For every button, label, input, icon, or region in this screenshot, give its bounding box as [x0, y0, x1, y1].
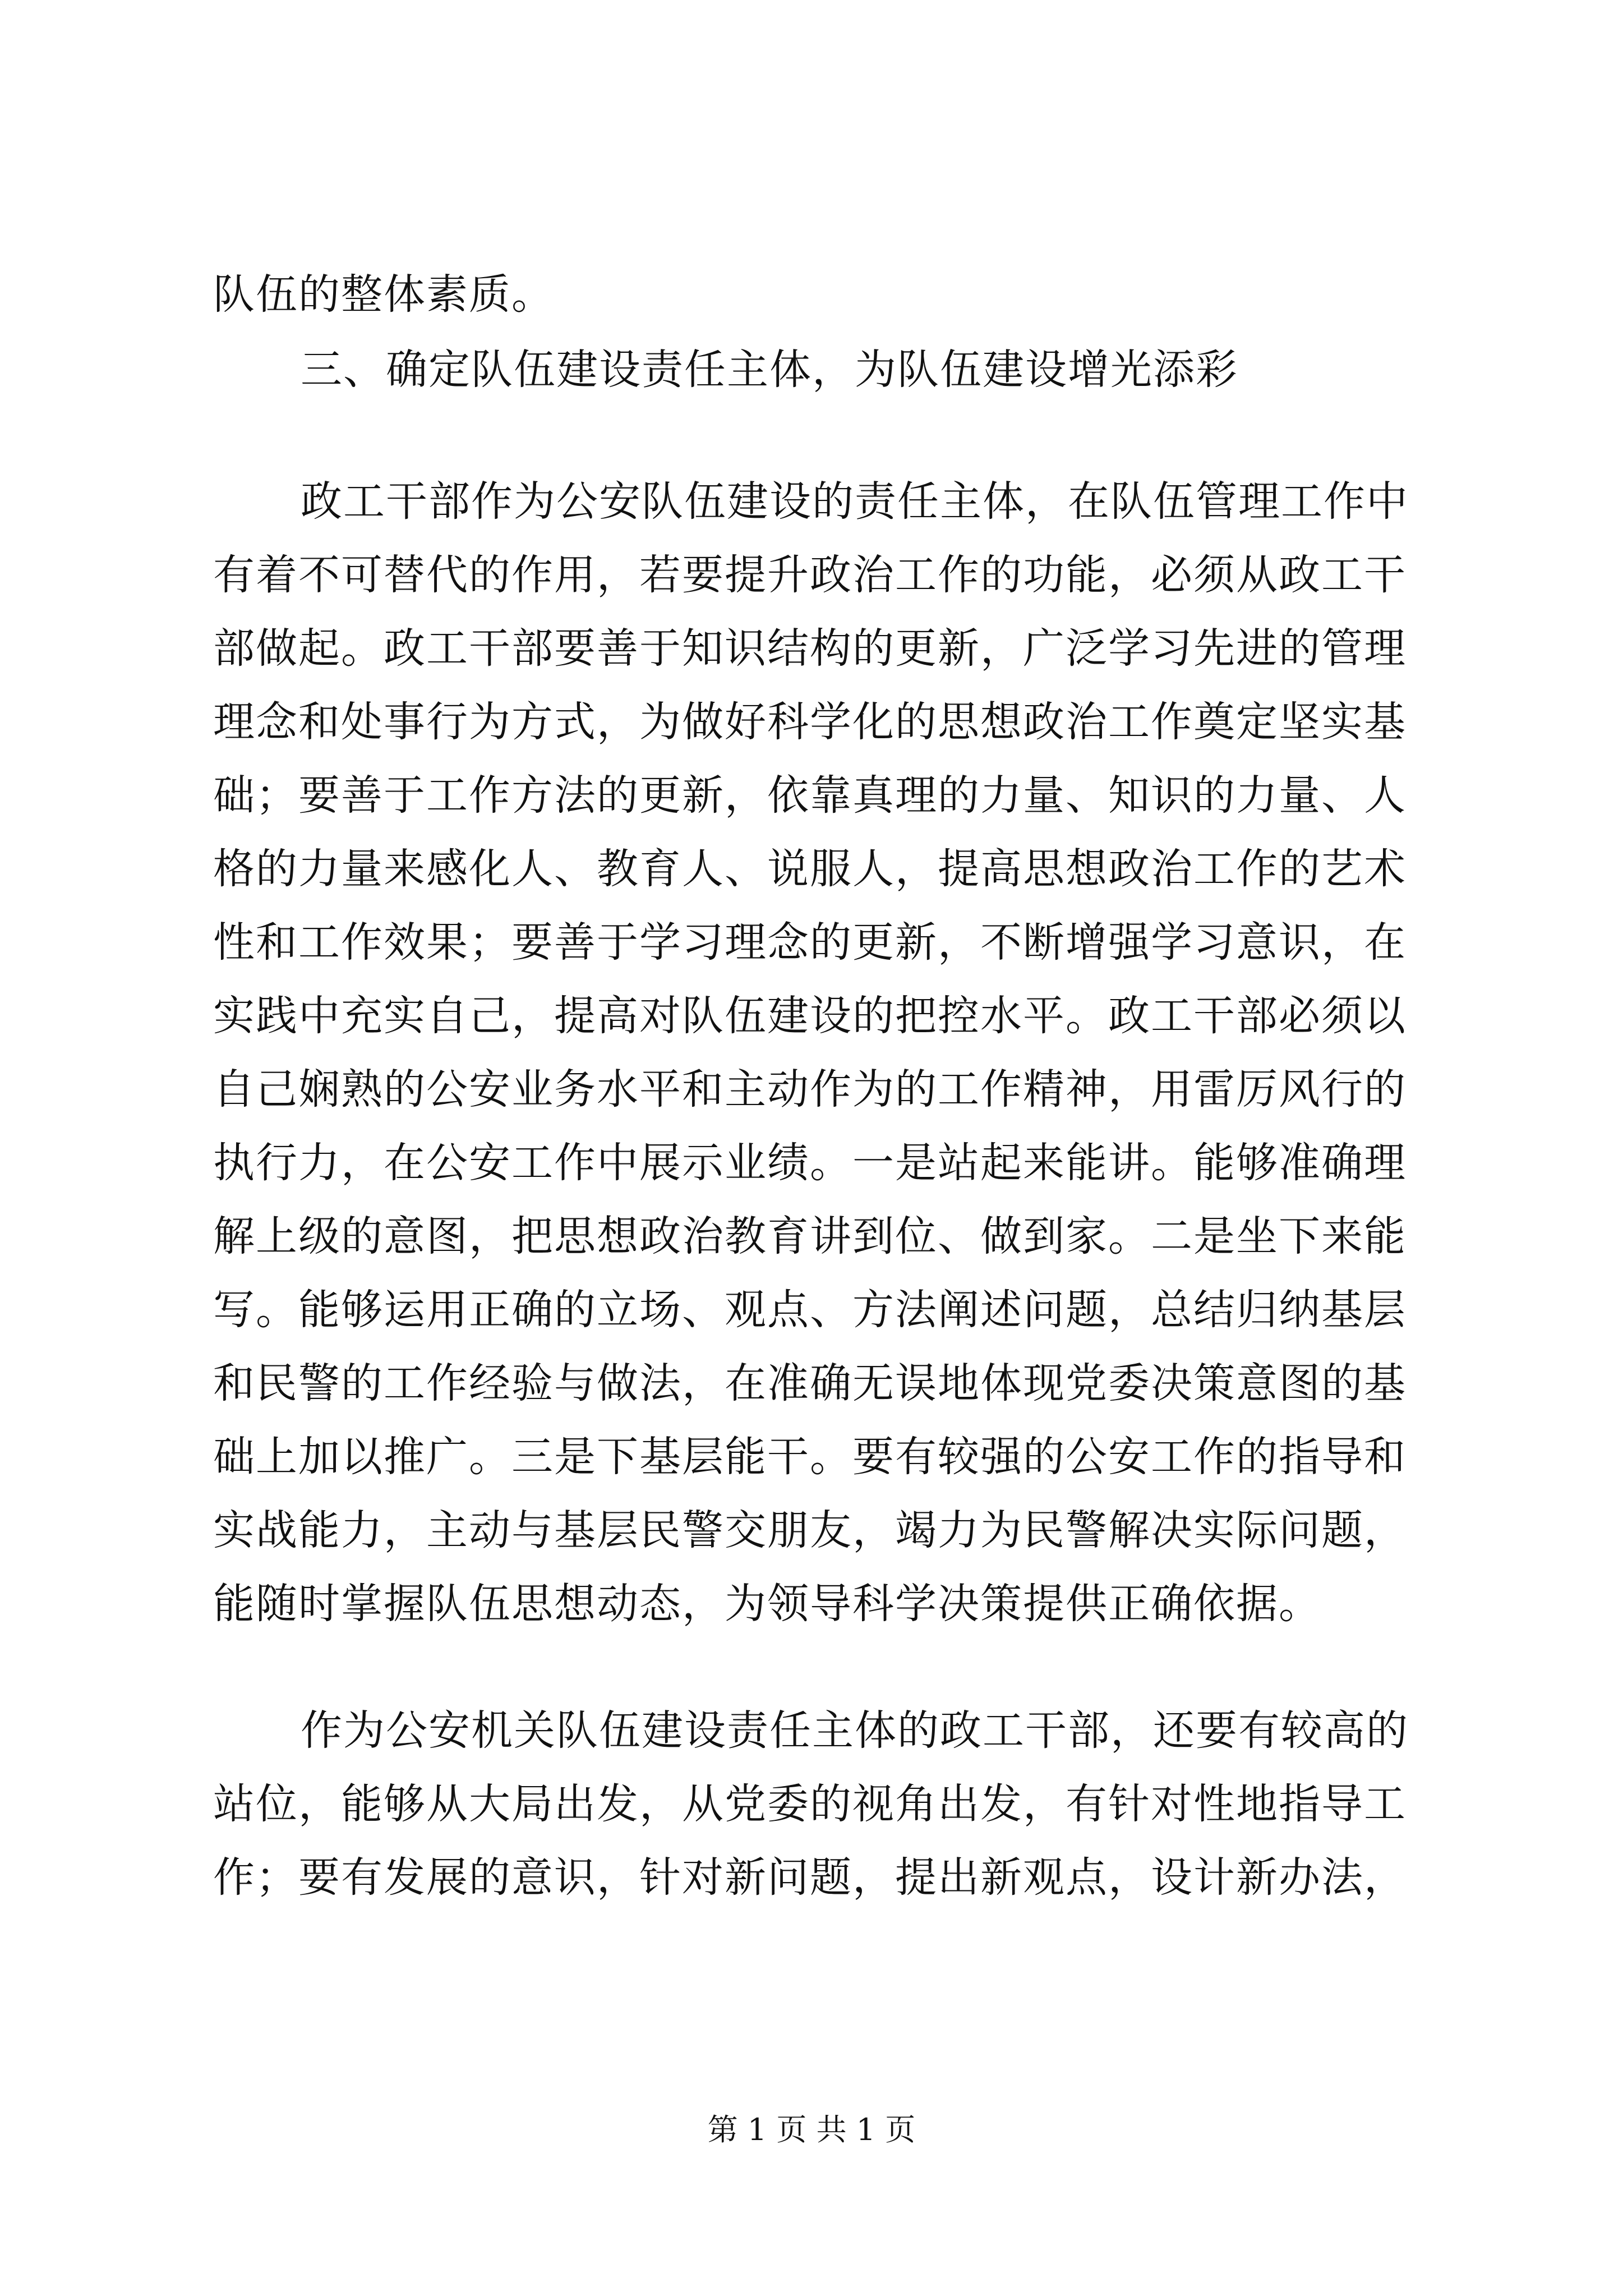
text-line: 和民警的工作经验与做法，在准确无误地体现党委决策意图的基	[213, 1359, 1407, 1407]
text-line: 础；要善于工作方法的更新，依靠真理的力量、知识的力量、人	[213, 771, 1407, 820]
text-line: 性和工作效果；要善于学习理念的更新，不断增强学习意识，在	[213, 918, 1407, 967]
text-line: 部做起。政工干部要善于知识结构的更新，广泛学习先进的管理	[213, 624, 1407, 673]
text-line: 实践中充实自己，提高对队伍建设的把控水平。政工干部必须以	[213, 992, 1407, 1040]
text-line: 作；要有发展的意识，针对新问题，提出新观点，设计新办法，	[213, 1853, 1407, 1902]
text-line: 格的力量来感化人、教育人、说服人，提高思想政治工作的艺术	[213, 845, 1407, 893]
text-line: 作为公安机关队伍建设责任主体的政工干部，还要有较高的	[301, 1706, 1409, 1755]
text-line: 执行力，在公安工作中展示业绩。一是站起来能讲。能够准确理	[213, 1139, 1407, 1187]
page-footer: 第 1 页 共 1 页	[707, 2112, 916, 2147]
text-line: 站位，能够从大局出发，从党委的视角出发，有针对性地指导工	[213, 1780, 1407, 1828]
text-line: 理念和处事行为方式，为做好科学化的思想政治工作奠定坚实基	[213, 698, 1407, 746]
text-line: 政工干部作为公安队伍建设的责任主体，在队伍管理工作中	[301, 477, 1409, 526]
text-line: 础上加以推广。三是下基层能干。要有较强的公安工作的指导和	[213, 1433, 1407, 1481]
section-heading: 三、确定队伍建设责任主体，为队伍建设增光添彩	[301, 346, 1238, 394]
text-line: 有着不可替代的作用，若要提升政治工作的功能，必须从政工干	[213, 551, 1407, 599]
text-line: 写。能够运用正确的立场、观点、方法阐述问题，总结归纳基层	[213, 1286, 1407, 1334]
text-line: 能随时掌握队伍思想动态，为领导科学决策提供正确依据。	[213, 1580, 1321, 1628]
text-line: 队伍的整体素质。	[213, 270, 554, 319]
text-line: 自己娴熟的公安业务水平和主动作为的工作精神，用雷厉风行的	[213, 1065, 1407, 1114]
text-line: 实战能力，主动与基层民警交朋友，竭力为民警解决实际问题，	[213, 1506, 1407, 1554]
text-line: 解上级的意图，把思想政治教育讲到位、做到家。二是坐下来能	[213, 1212, 1407, 1260]
